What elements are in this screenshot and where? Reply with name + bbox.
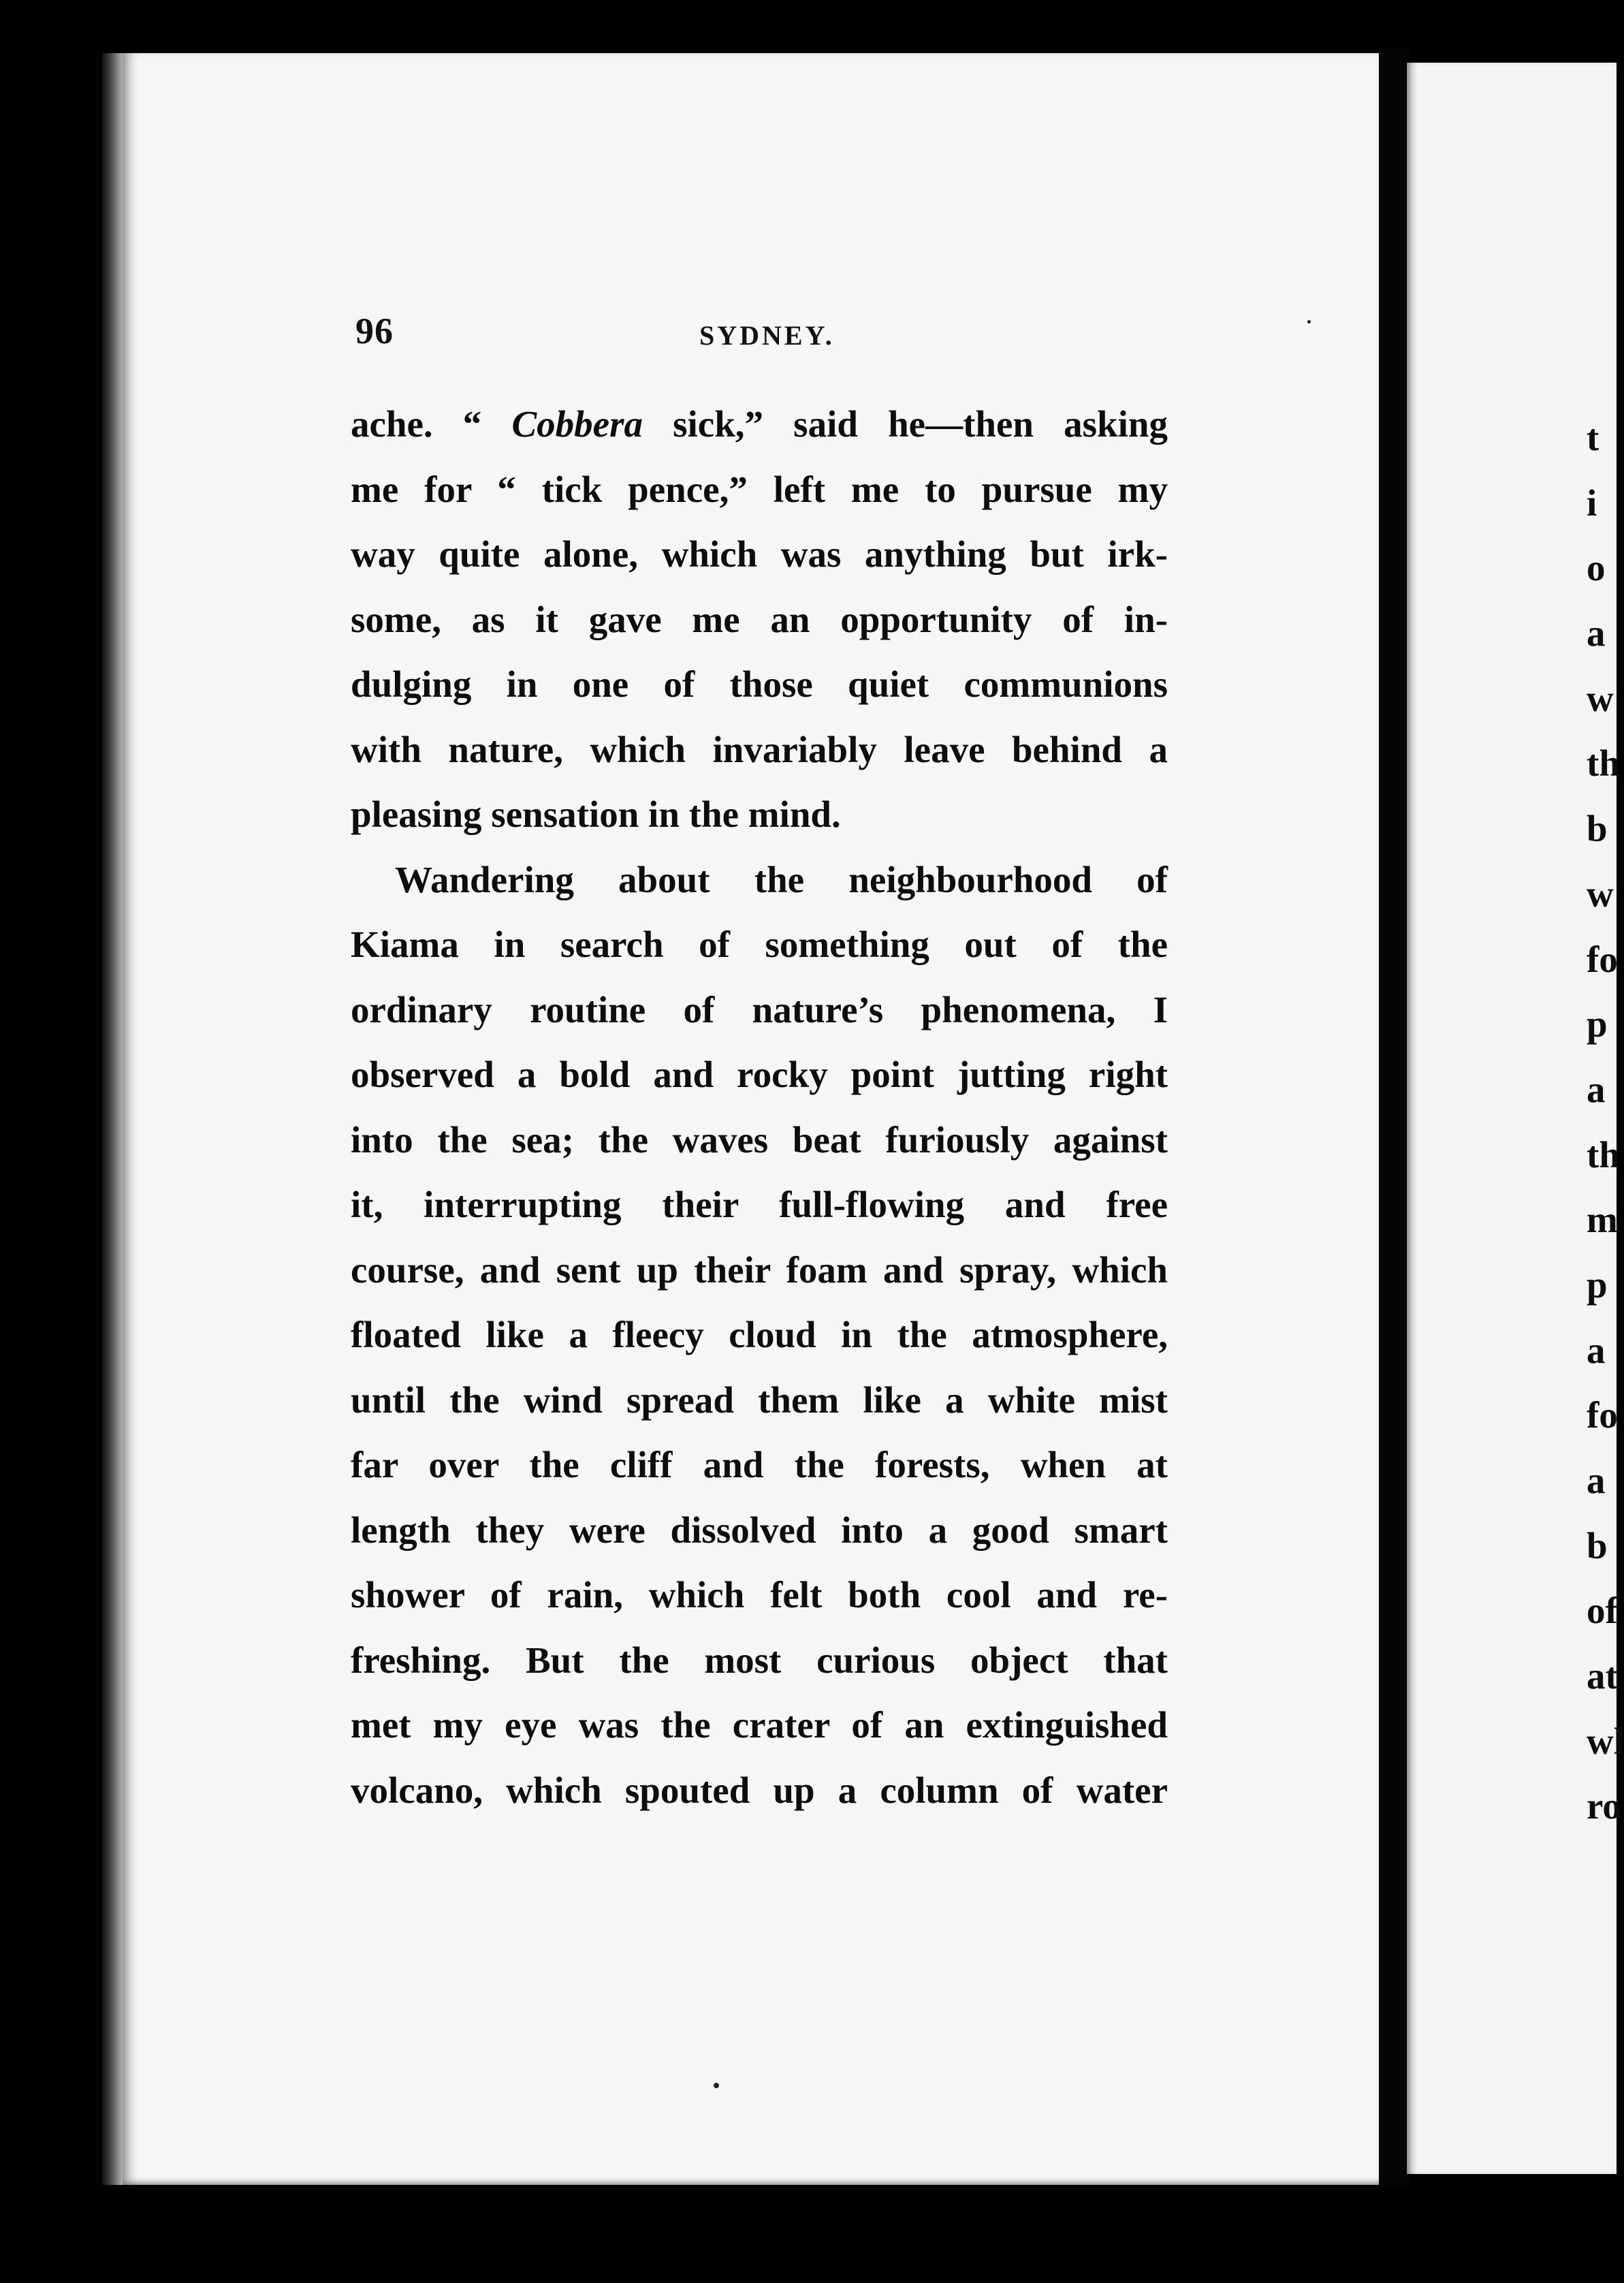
text-fragment: of — [1587, 1590, 1618, 1632]
scan-speck — [1307, 320, 1311, 324]
text-line: met my eye was the crater of an extinguished — [351, 1704, 1168, 1746]
text-line: far over the cliff and the forests, when at — [351, 1444, 1168, 1485]
body-text — [351, 392, 1168, 1823]
text-fragment: m — [1587, 1199, 1618, 1241]
right-page-edge — [1407, 63, 1617, 2174]
text-line: dulging in one of those quiet communions — [351, 663, 1168, 705]
running-title: SYDNEY. — [699, 320, 835, 351]
text-line: volcano, which spouted up a column of water — [351, 1769, 1168, 1811]
text-line: me for “ tick pence,” left me to pursue my — [351, 468, 1168, 510]
text-line: some, as it gave me an opportunity of in- — [351, 598, 1168, 640]
text-fragment: fo — [1587, 1394, 1618, 1436]
book-gutter — [1379, 48, 1410, 2186]
text-line: Kiama in search of something out of the — [351, 924, 1168, 965]
text-line: into the sea; the waves beat furiously against — [351, 1118, 1168, 1161]
text-fragment: a — [1587, 1068, 1606, 1110]
text-fragment: a — [1587, 612, 1606, 655]
text-line: length they were dissolved into a good smart — [351, 1509, 1168, 1551]
text-fragment: th — [1587, 742, 1620, 785]
text-line: floated like a fleecy cloud in the atmosphere, — [351, 1314, 1168, 1355]
text-fragment: i — [1587, 482, 1597, 524]
scan-bottom-border — [0, 2185, 1617, 2283]
text-fragment: fo — [1587, 938, 1618, 980]
running-head — [355, 310, 1166, 364]
text-fragment: p — [1587, 1263, 1608, 1306]
text-fragment: th — [1587, 1133, 1620, 1176]
text-fragment: ro — [1587, 1785, 1621, 1827]
text-fragment: t — [1587, 417, 1599, 458]
right-page-text-fragments — [1587, 405, 1624, 1839]
text-fragment: wl — [1587, 1720, 1624, 1762]
scan-top-border — [0, 0, 1617, 53]
text-fragment: w — [1587, 872, 1614, 915]
paragraph-start-line: Wandering about the neighbourhood of — [395, 858, 1168, 900]
text-fragment: a — [1587, 1460, 1606, 1501]
text-fragment: o — [1587, 547, 1606, 589]
text-fragment: b — [1587, 1524, 1608, 1566]
text-line: with nature, which invariably leave behind a — [351, 728, 1168, 770]
text-line: pleasing sensation in the mind. — [351, 793, 841, 835]
scan-speck — [714, 2083, 719, 2088]
text-fragment: b — [1587, 808, 1608, 850]
text-fragment: a — [1587, 1329, 1606, 1371]
text-line: freshing. But the most curious object that — [351, 1639, 1168, 1681]
text-fragment: p — [1587, 1003, 1608, 1045]
text-fragment: at — [1587, 1655, 1618, 1697]
text-line: until the wind spread them like a white mist — [351, 1379, 1168, 1421]
text-line: course, and sent up their foam and spray, which — [351, 1248, 1168, 1291]
text-line: ordinary routine of nature’s phenomena, I — [351, 988, 1168, 1030]
text-fragment: w — [1587, 677, 1614, 719]
text-line: ache. “ Cobbera sick,” said he—then asking — [351, 403, 1168, 445]
text-line: it, interrupting their full-flowing and free — [351, 1184, 1168, 1225]
page-number: 96 — [355, 311, 394, 351]
text-line: observed a bold and rocky point jutting right — [351, 1054, 1168, 1095]
text-line: way quite alone, which was anything but irk- — [351, 533, 1168, 575]
text-line: shower of rain, which felt both cool and re- — [351, 1574, 1168, 1616]
